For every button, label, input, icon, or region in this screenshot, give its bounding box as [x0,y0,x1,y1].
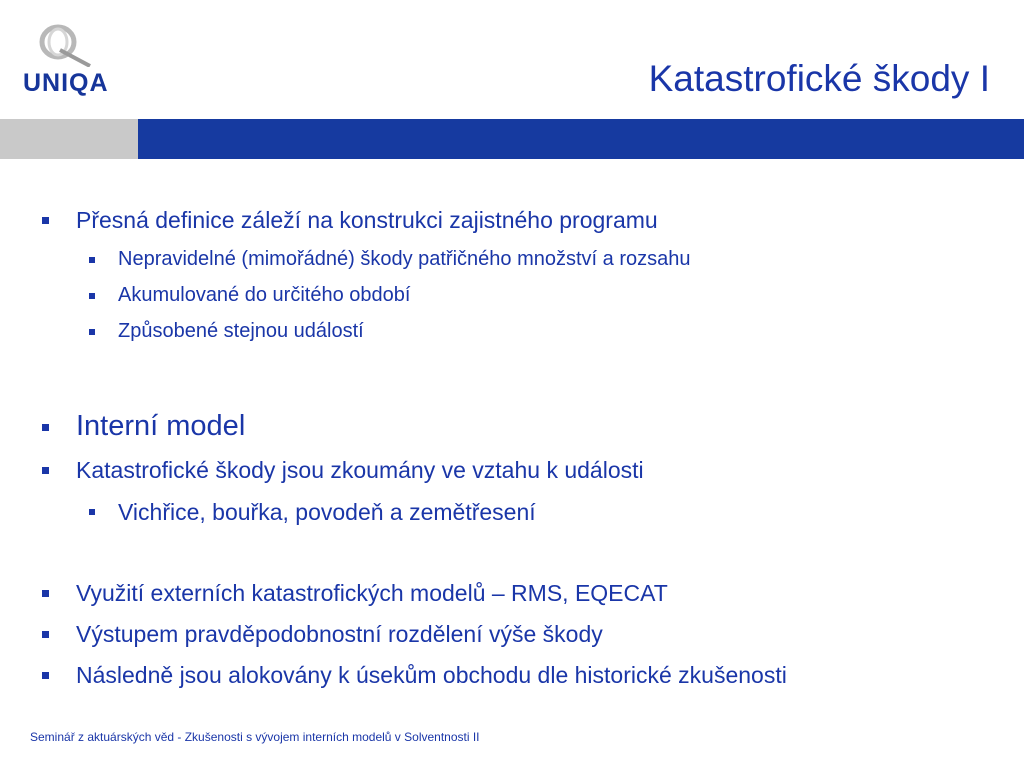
uniqa-logo [20,22,120,102]
sub-bullet-marker [89,257,95,263]
bullet-marker [42,424,49,431]
slide-title: Katastrofické škody I [648,58,990,99]
sub-bullet-marker [89,329,95,335]
header-band-grey [0,119,138,159]
sub-bullet-item: Vichřice, bouřka, povodeň a zemětřesení [118,499,536,525]
bullet-marker [42,631,49,638]
bullet-item: Následně jsou alokovány k úsekům obchodu dle historické zkušenosti [76,662,787,688]
uniqa-q-emblem-icon [20,22,100,67]
sub-bullet-item: Způsobené stejnou událostí [118,320,364,342]
bullet-marker [42,590,49,597]
bullet-item: Výstupem pravděpodobnostní rozdělení výše škody [76,621,603,647]
sub-bullet-item: Nepravidelné (mimořádné) škody patřičného množství a rozsahu [118,248,691,270]
bullet-marker [42,217,49,224]
sub-bullet-item: Akumulované do určitého období [118,284,411,306]
bullet-item: Využití externích katastrofických modelů – RMS, EQECAT [76,580,668,606]
logo-text: UNIQA [23,69,109,97]
header-band-blue [138,119,1024,159]
bullet-item: Katastrofické škody jsou zkoumány ve vztahu k události [76,457,644,483]
bullet-marker [42,467,49,474]
sub-bullet-marker [89,509,95,515]
footer-text: Seminář z aktuárských věd - Zkušenosti s vývojem interních modelů v Solventnosti II [30,730,480,744]
bullet-item: Přesná definice záleží na konstrukci zajistného programu [76,207,658,233]
bullet-item: Interní model [76,410,246,442]
bullet-marker [42,672,49,679]
sub-bullet-marker [89,293,95,299]
